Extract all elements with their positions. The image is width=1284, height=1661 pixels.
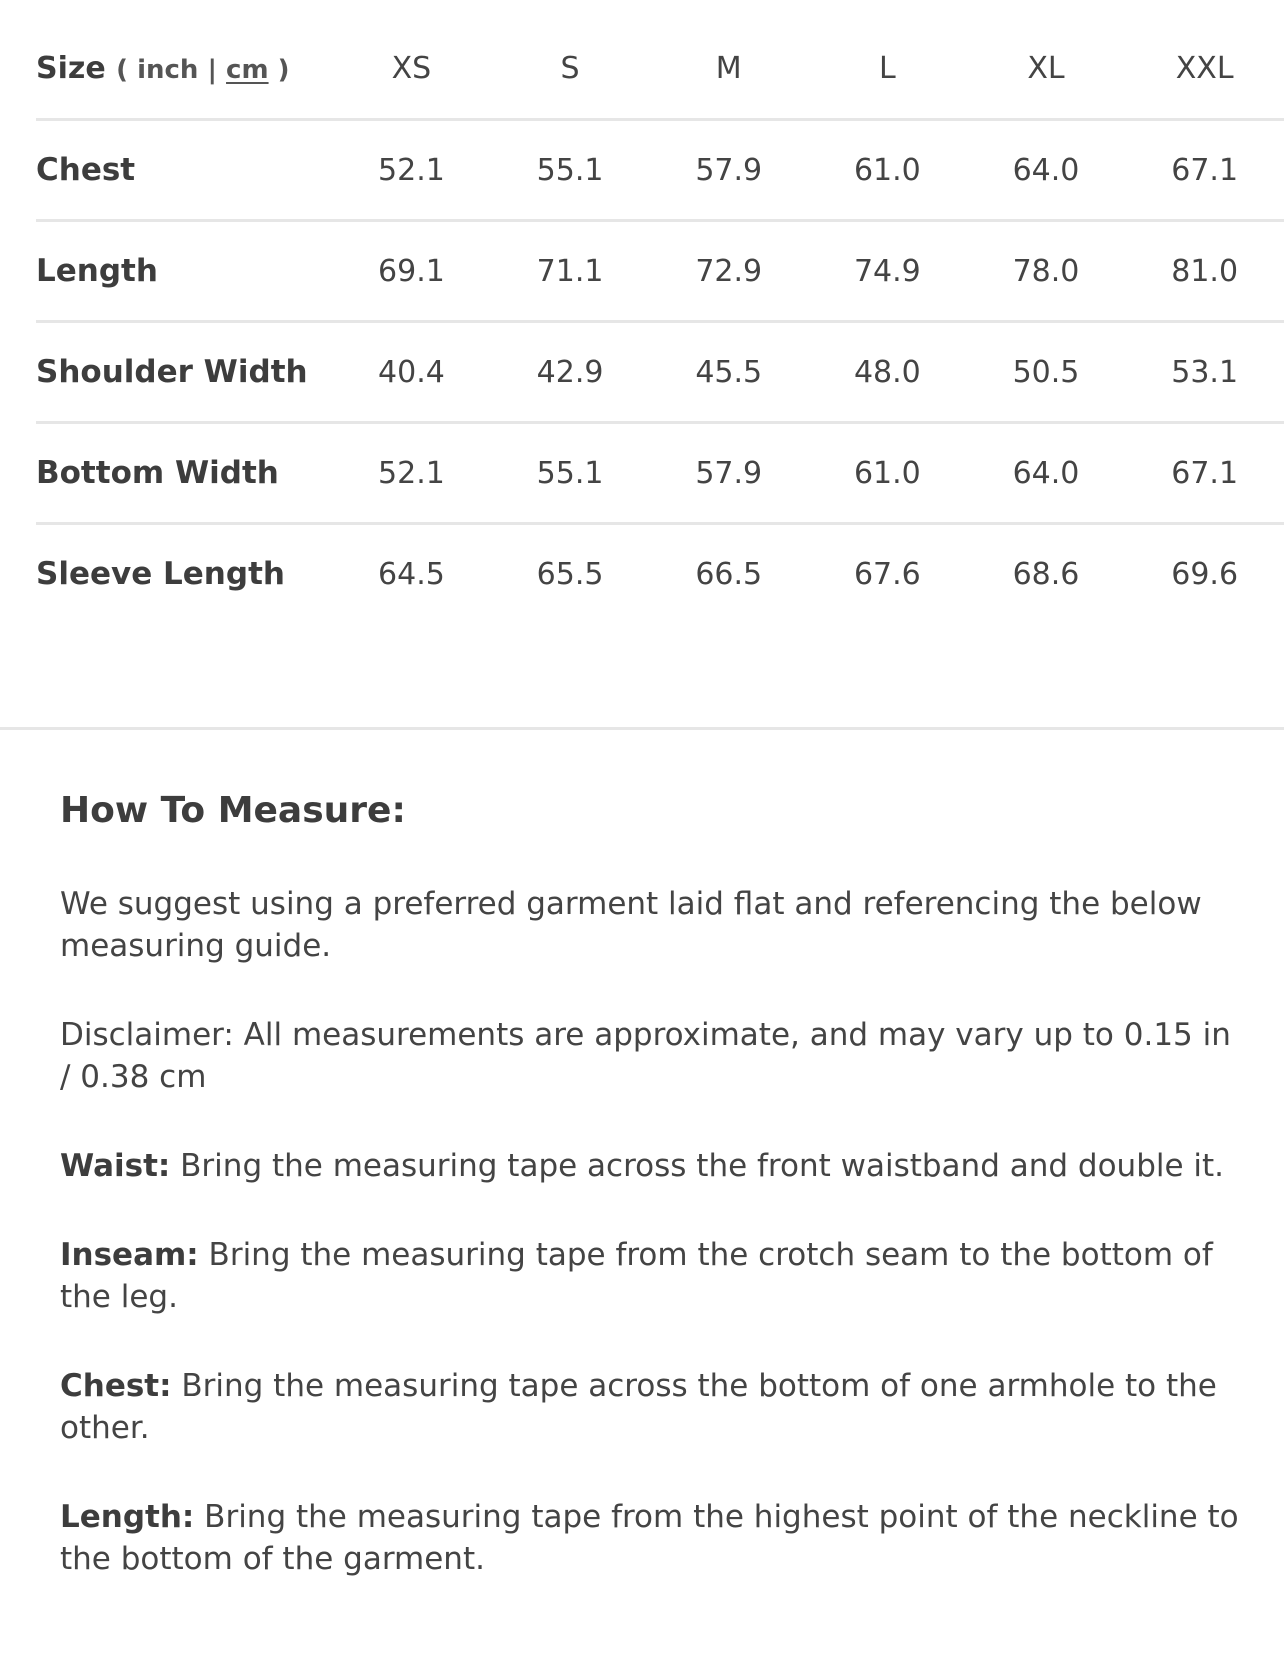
table-cell: 50.5 [1012, 354, 1080, 390]
table-cell: 78.0 [1012, 253, 1080, 289]
table-cell: 68.6 [1012, 556, 1080, 592]
table-cell: 64.0 [1012, 455, 1080, 491]
table-cell: 81.0 [1171, 253, 1239, 289]
table-cell: 52.1 [378, 152, 445, 188]
measure-item-inseam [60, 1234, 1240, 1318]
table-cell: 69.6 [1171, 556, 1239, 592]
measure-term: Chest: [60, 1368, 172, 1404]
table-cell: 74.9 [853, 253, 921, 289]
measure-text: Bring the measuring tape across the front waistband and double it. [170, 1148, 1225, 1184]
table-cell: 66.5 [695, 556, 763, 592]
measure-term: Waist: [60, 1148, 171, 1184]
row-label-length: Length [36, 253, 158, 289]
size-column-xxl: XXL [1175, 50, 1234, 86]
table-cell: 48.0 [853, 354, 921, 390]
table-cell: 57.9 [695, 455, 763, 491]
size-column-xs: XS [391, 50, 432, 86]
size-header-cell [36, 18, 332, 120]
size-column-xl: XL [1027, 50, 1065, 86]
measure-text: Bring the measuring tape across the bottom of one armhole to the other. [60, 1368, 1217, 1446]
size-chart-table [36, 18, 1284, 623]
table-cell: 65.5 [536, 556, 604, 592]
table-cell: 64.5 [378, 556, 445, 592]
table-cell: 64.0 [1012, 152, 1080, 188]
unit-close: ) [268, 54, 290, 85]
table-cell: 53.1 [1171, 354, 1239, 390]
size-header-row [36, 18, 1284, 120]
how-to-measure-section [60, 790, 1240, 1627]
table-cell: 72.9 [695, 253, 763, 289]
table-cell: 67.1 [1171, 455, 1239, 491]
table-cell: 67.1 [1171, 152, 1239, 188]
size-column-m: M [715, 50, 742, 86]
table-row [36, 120, 1284, 221]
row-label-chest: Chest [36, 152, 136, 188]
table-cell: 45.5 [695, 354, 763, 390]
table-cell: 55.1 [536, 455, 604, 491]
table-cell: 40.4 [378, 354, 445, 390]
measure-item-length [60, 1496, 1240, 1580]
row-label-bottom-width: Bottom Width [36, 455, 279, 491]
section-divider [0, 727, 1284, 730]
measure-item-waist [60, 1145, 1240, 1187]
measure-intro: We suggest using a preferred garment laid flat and referencing the below measuring guide. [60, 886, 1202, 964]
measure-term: Inseam: [60, 1237, 199, 1273]
how-to-measure-title: How To Measure: [60, 790, 406, 831]
table-row [36, 423, 1284, 524]
table-cell: 71.1 [536, 253, 604, 289]
unit-open: ( inch | [116, 54, 227, 85]
table-row [36, 524, 1284, 624]
row-label-shoulder-width: Shoulder Width [36, 354, 308, 390]
table-cell: 42.9 [536, 354, 604, 390]
table-cell: 67.6 [853, 556, 921, 592]
table-cell: 57.9 [695, 152, 763, 188]
measure-disclaimer: Disclaimer: All measurements are approximate, and may vary up to 0.15 in / 0.38 cm [60, 1017, 1231, 1095]
measure-item-chest [60, 1365, 1240, 1449]
unit-cm-toggle[interactable]: cm [226, 54, 269, 85]
table-cell: 52.1 [378, 455, 445, 491]
table-row [36, 322, 1284, 423]
size-label: Size [36, 50, 106, 86]
measure-text: Bring the measuring tape from the crotch seam to the bottom of the leg. [60, 1237, 1213, 1315]
table-row [36, 221, 1284, 322]
table-cell: 61.0 [853, 152, 921, 188]
size-column-s: S [560, 50, 580, 86]
table-cell: 55.1 [536, 152, 604, 188]
table-cell: 61.0 [853, 455, 921, 491]
measure-text: Bring the measuring tape from the highest point of the neckline to the bottom of the garment. [60, 1499, 1239, 1577]
unit-toggle [116, 55, 289, 85]
size-column-l: L [878, 50, 896, 86]
table-cell: 69.1 [378, 253, 445, 289]
row-label-sleeve-length: Sleeve Length [36, 556, 285, 592]
measure-term: Length: [60, 1499, 195, 1535]
